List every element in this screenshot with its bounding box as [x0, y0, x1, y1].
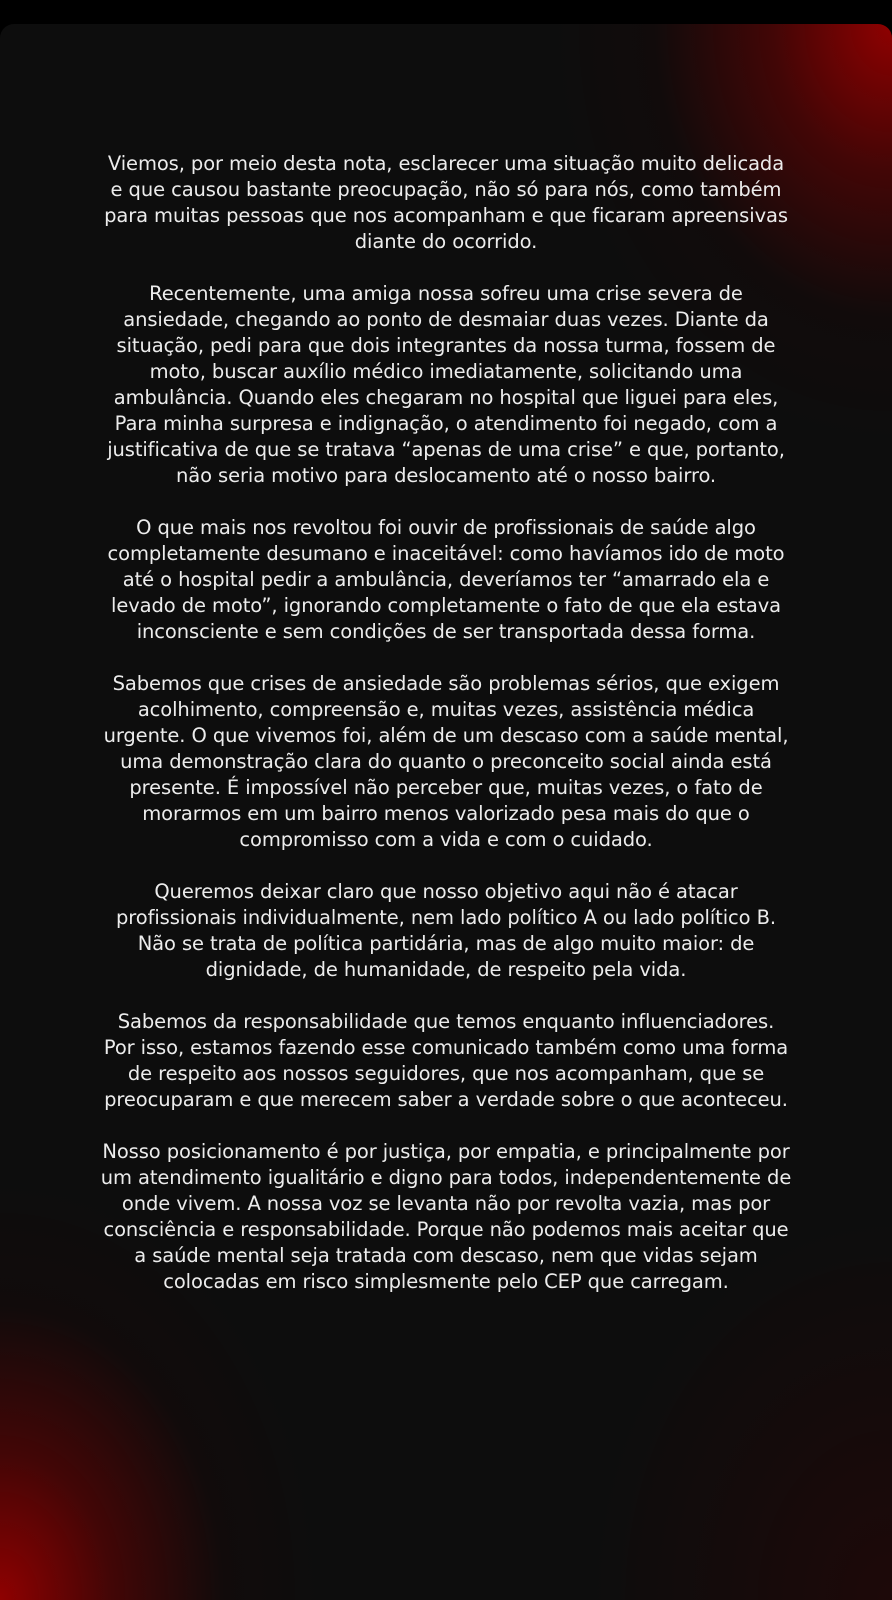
note-card	[0, 24, 892, 1600]
note-paragraph-3: O que mais nos revoltou foi ouvir de profissionais de saúde algo completamente desumano e inaceitável: como havíamos ido de moto até o hospital pedir a ambulância, deveríamos ter “amarrado ela e levado de moto”, ignorando completamente o fato de que ela estava inconsciente e sem condições de ser transportada dessa forma.	[107, 516, 785, 643]
note-paragraph-4: Sabemos que crises de ansiedade são problemas sérios, que exigem acolhimento, compreensão e, muitas vezes, assistência médica urgente. O que vivemos foi, além de um descaso com a saúde mental, uma demonstração clara do quanto o preconceito social ainda está presente. É impossível não perceber que, muitas vezes, o fato de morarmos em um bairro menos valorizado pesa mais do que o compromisso com a vida e com o cuidado.	[103, 672, 789, 851]
note-paragraph-2: Recentemente, uma amiga nossa sofreu uma crise severa de ansiedade, chegando ao ponto de desmaiar duas vezes. Diante da situação, pedi para que dois integrantes da nossa turma, fossem de moto, buscar auxílio médico imediatamente, solicitando uma ambulância. Quando eles chegaram no hospital que liguei para eles, Para minha surpresa e indignação, o atendimento foi negado, com a justificativa de que se tratava “apenas de uma crise” e que, portanto, não seria motivo para deslocamento até o nosso bairro.	[107, 282, 785, 487]
note-paragraph-1: Viemos, por meio desta nota, esclarecer uma situação muito delicada e que causou bastante preocupação, não só para nós, como também para muitas pessoas que nos acompanham e que ficaram apreensivas diante do ocorrido.	[104, 152, 788, 253]
note-paragraph-5: Queremos deixar claro que nosso objetivo aqui não é atacar profissionais individualmente, nem lado político A ou lado político B. Não se trata de política partidária, mas de algo muito maior: de dignidade, de humanidade, de respeito pela vida.	[116, 880, 776, 981]
note-paragraph-6: Sabemos da responsabilidade que temos enquanto influenciadores. Por isso, estamos fazendo esse comunicado também como uma forma de respeito aos nossos seguidores, que nos acompanham, que se preocuparam e que merecem saber a verdade sobre o que aconteceu.	[103, 1010, 789, 1111]
note-text	[100, 151, 792, 1321]
note-paragraph-7: Nosso posicionamento é por justiça, por empatia, e principalmente por um atendimento igualitário e digno para todos, independentemente de onde vivem. A nossa voz se levanta não por revolta vazia, mas por consciência e responsabilidade. Porque não podemos mais aceitar que a saúde mental seja tratada com descaso, nem que vidas sejam colocadas em risco simplesmente pelo CEP que carregam.	[100, 1140, 792, 1293]
